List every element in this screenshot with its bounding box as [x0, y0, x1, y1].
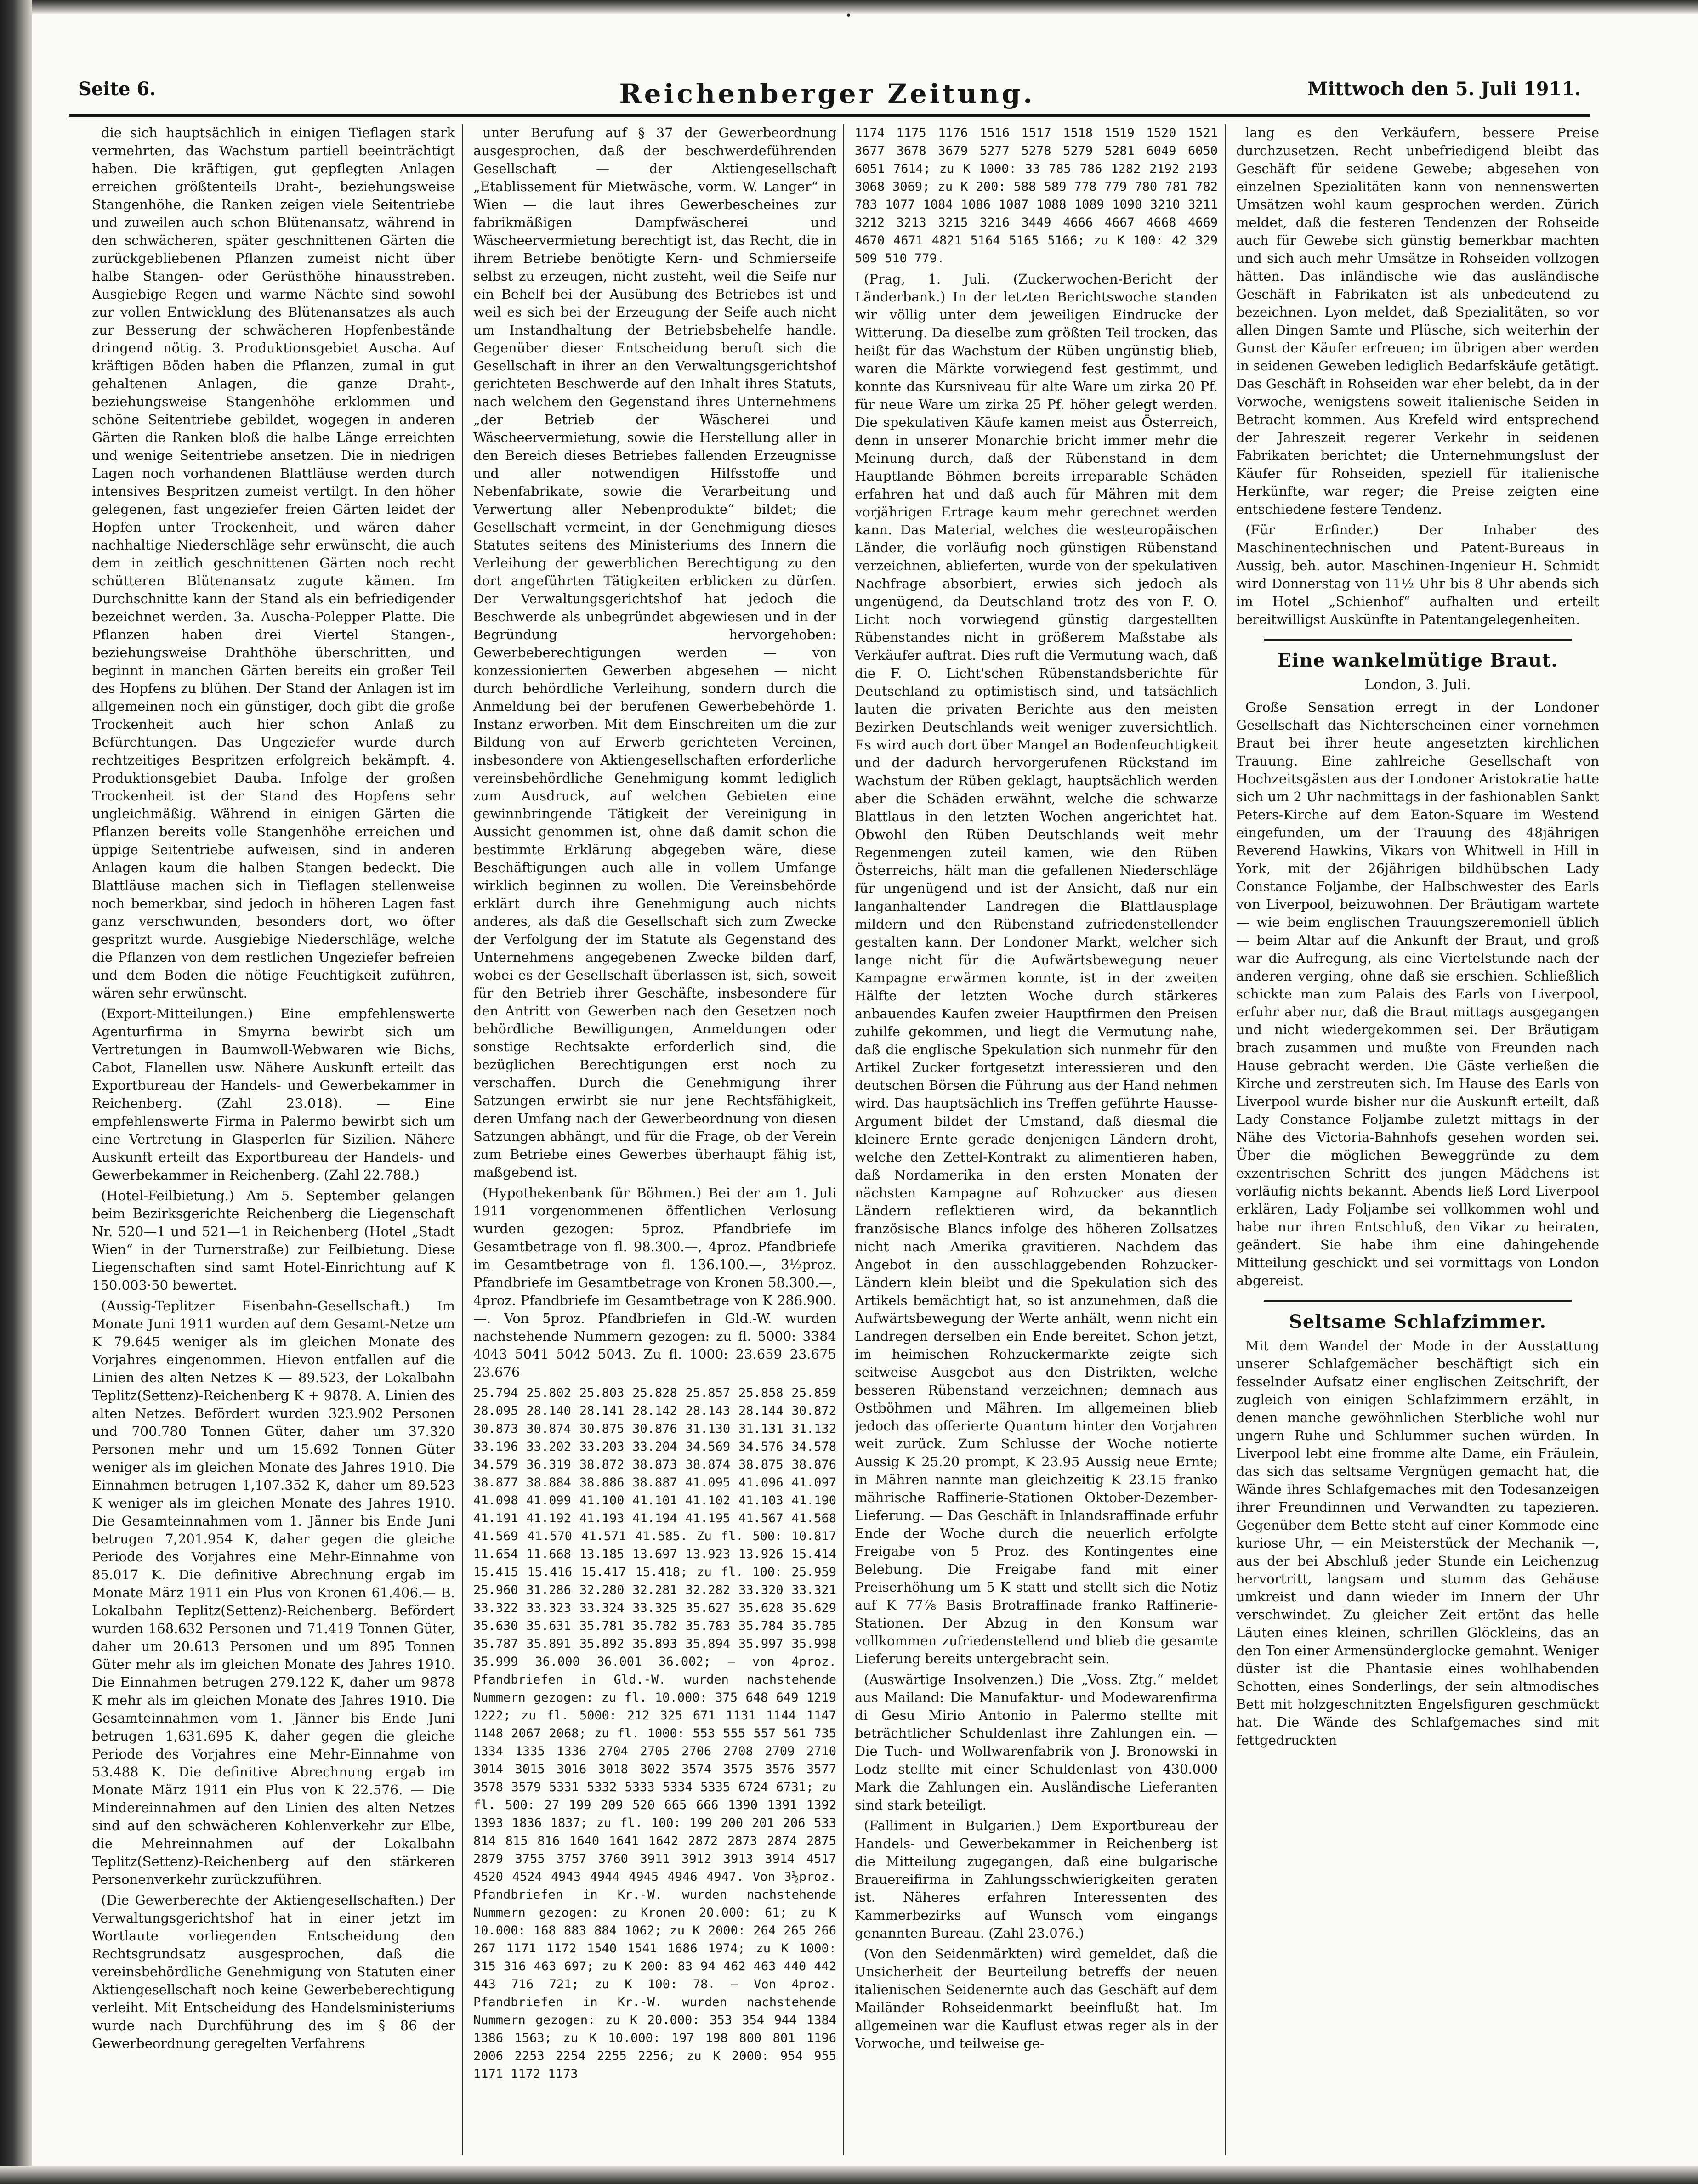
- drawn-numbers-list: 25.794 25.802 25.803 25.828 25.857 25.858 25.859 28.095 28.140 28.141 28.142 28.143 28.144 30.872 30.873 30.874 30.875 30.876 31.130 31.131 31.132 33.196 33.202 33.203 33.204 34.569 34.576 34.578 34.579 36.319 38.872 38.873 38.874 38.875 38.876 38.877 38.884 38.886 38.887 41.095 41.096 41.097 41.098 41.099 41.100 41.101 41.102 41.103 41.190 41.191 41.192 41.193 41.194 41.195 41.567 41.568 41.569 41.570 41.571 41.585. Zu fl. 500: 10.817 11.654 11.668 13.185 13.697 13.923 13.926 15.414 15.415 15.416 15.417 15.418; zu fl. 100: 25.959 25.960 31.286 32.280 32.281 32.282 33.320 33.321 33.322 33.323 33.324 33.325 35.627 35.628 35.629 35.630 35.631 35.781 35.782 35.783 35.784 35.785 35.787 35.891 35.892 35.893 35.894 35.997 35.998 35.999 36.000 36.001 36.002; — von 4proz. Pfandbriefen in Gld.-W. wurden nachstehende Nummern gezogen: zu fl. 10.000: 375 648 649 1219 1222; zu fl. 5000: 212 325 671 1131 1144 1147 1148 2067 2068; zu fl. 1000: 553 555 557 561 735 1334 1335 1336 2704 2705 2706 2708 2709 2710 3014 3015 3016 3018 3022 3574 3575 3576 3577 3578 3579 5331 5332 5333 5334 5335 6724 6731; zu fl. 500: 27 199 209 520 665 666 1390 1391 1392 1393 1836 1837; zu fl. 100: 199 200 201 206 533 814 815 816 1640 1641 1642 2872 2873 2874 2875 2879 3755 3757 3760 3911 3912 3913 3914 4517 4520 4524 4943 4944 4945 4946 4947. Von 3½proz. Pfandbriefen in Kr.-W. wurden nachstehende Nummern gezogen: zu Kronen 20.000: 61; zu K 10.000: 168 883 884 1062; zu K 2000: 264 265 266 267 1171 1172 1540 1541 1686 1974; zu K 1000: 315 316 463 697; zu K 200: 83 94 462 463 440 442 443 716 721; zu K 100: 78. — Von 4proz. Pfandbriefen in Kr.-W. wurden nachstehende Nummern gezogen: zu K 20.000: 353 354 944 1384 1386 1563; zu K 10.000: 197 198 800 801 1196 2006 2253 2254 2255 2256; zu K 2000: 954 955 1171 1172 1173: [473, 1386, 836, 2081]
- section-divider: [1264, 639, 1572, 641]
- section-divider: [1264, 1300, 1572, 1302]
- silk-market-report: (Von den Seidenmärkten) wird gemeldet, daß die Unsicherheit der Beurteilung betreffs der neuen italienischen Seidenernte auch das Geschäft auf dem Mailänder Rohseidenmarkt beeinflußt hat. Im allgemeinen war die Kauflust etwas reger als in der Vorwoche, und teilweise ge-: [855, 1946, 1218, 2051]
- article-heading-bedrooms: Seltsame Schlafzimmer.: [1289, 1311, 1547, 1333]
- railway-report: (Aussig-Teplitzer Eisenbahn-Gesellschaft.) Im Monate Juni 1911 wurden auf dem Gesamt-Netze um K 79.645 weniger als im gleichen Monate des Vorjahres eingenommen. Hievon entfallen auf die Linien des alten Netzes K — 89.523, der Lokalbahn Teplitz(Settenz)-Reichenberg K + 9878. A. Linien des alten Netzes. Befördert wurden 323.902 Personen und 700.780 Tonnen Güter, daher um 37.320 Personen mehr und um 15.692 Tonnen Güter weniger als im gleichen Monate des Jahres 1910. Die Einnahmen betrugen 1,107.352 K, daher um 89.523 K weniger als im gleichen Monate des Jahres 1910. Die Gesamteinnahmen vom 1. Jänner bis Ende Juni betrugen 7,201.954 K, daher gegen die gleiche Periode des Vorjahres eine Mehr-Einnahme von 85.017 K. Die definitive Abrechnung ergab im Monate März 1911 ein Plus von Kronen 61.406.— B. Lokalbahn Teplitz(Settenz)-Reichenberg. Befördert wurden 168.632 Personen und 71.419 Tonnen Güter, daher um 20.613 Personen und um 895 Tonnen Güter mehr als im gleichen Monate des Jahres 1910. Die Einnahmen betrugen 279.122 K, daher um 9878 K mehr als im gleichen Monate des Jahres 1910. Die Gesamteinnahmen vom 1. Jänner bis Ende Juni betrugen 1,631.695 K, daher gegen die gleiche Periode des Vorjahres eine Mehr-Einnahme von 53.488 K. Die definitive Abrechnung ergab im Monate März 1911 ein Plus von K 22.576. — Die Mindereinnahmen auf den Linien des alten Netzes sind auf den schwächeren Kohlenverkehr zur Elbe, die Mehreinnahmen auf der Lokalbahn Teplitz(Settenz)-Reichenberg auf den stärkeren Personenverkehr zurückzuführen.: [92, 1298, 455, 1887]
- export-notice: (Export-Mitteilungen.) Eine empfehlenswerte Agenturfirma in Smyrna bewirbt sich um Vertretungen in Baumwoll-Webwaren wie Bichs, Cabot, Flanellen usw. Nähere Auskunft erteilt das Exportbureau der Handels- und Gewerbekammer in Reichenberg. (Zahl 23.018). — Eine empfehlenswerte Firma in Palermo bewirbt sich um eine Vertretung in Glasperlen für Sizilien. Nähere Auskunft erteilt das Exportbureau der Handels- und Gewerbekammer in Reichenberg. (Zahl 22.788.): [92, 1006, 455, 1183]
- issue-date: Mittwoch den 5. Juli 1911.: [1307, 78, 1581, 100]
- article-heading-bride: Eine wankelmütige Braut.: [1277, 650, 1558, 671]
- drawn-numbers-continued: 1174 1175 1176 1516 1517 1518 1519 1520 1521 3677 3678 3679 5277 5278 5279 5281 6049 6050 6051 7614; zu K 1000: 33 785 786 1282 2192 2193 3068 3069; zu K 200: 588 589 778 779 780 781 782 783 1077 1084 1086 1087 1088 1089 1090 3210 3211 3212 3213 3215 3216 3449 4666 4667 4668 4669 4670 4671 4821 5164 5165 5166; zu K 100: 42 329 509 510 779.: [855, 126, 1218, 266]
- article-dateline: London, 3. Juli.: [1364, 677, 1471, 693]
- silk-market-continued: lang es den Verkäufern, bessere Preise durchzusetzen. Recht unbefriedigend bleibt das Geschäft für seidene Gewebe; abgesehen von einzelnen Spezialitäten kann von nennenswerten Umsätzen wohl kaum gesprochen werden. Zürich meldet, daß die festeren Tendenzen der Rohseide auch für Gewebe sich günstig bemerkbar machten und sich auch mehr Umsätze in Rohseiden vollzogen hätten. Das inländische wie das ausländische Geschäft in Fabrikaten ist als unbedeutend zu bezeichnen. Lyon meldet, daß Spezialitäten, so vor allen Dingen Samte und Plüsche, sich weiterhin der Gunst der Käufer erfreuen; im übrigen aber werden in seidenen Geweben lediglich Bedarfskäufe getätigt. Das Geschäft in Rohseiden war eher belebt, da in der Vorwoche, wenigstens soweit italienische Seiden in Betracht kommen. Aus Krefeld wird entsprechend der Jahreszeit regerer Verkehr in seidenen Fabrikaten berichtet; die Unternehmungslust der Käufer für Rohseiden, speziell für italienische Herkünfte, war reger; die Preise zeigten eine entschiedene festere Tendenz.: [1236, 125, 1599, 517]
- header-rule: [69, 114, 1590, 117]
- column-3: [855, 124, 1218, 2155]
- page-number: Seite 6.: [78, 78, 156, 100]
- column-4: [1236, 124, 1599, 2155]
- scan-edge-bottom: [0, 2166, 1698, 2184]
- top-mark: •: [846, 10, 852, 22]
- insolvency-notice: (Auswärtige Insolvenzen.) Die „Voss. Ztg.“ meldet aus Mailand: Die Manufaktur- und Modewarenfirma di Gesu Mirio Antonio in Palermo stellte mit beträchtlicher Schuldenlast ihre Zahlungen ein. — Die Tuch- und Wollwarenfabrik von J. Bronowski in Lodz stellte mit einer Schuldenlast von 430.000 Mark die Zahlungen ein. Ausländische Lieferanten sind stark beteiligt.: [855, 1672, 1218, 1813]
- column-divider: [1225, 124, 1226, 2155]
- column-divider: [843, 124, 844, 2155]
- trade-rights-continued: unter Berufung auf § 37 der Gewerbeordnung ausgesprochen, daß der beschwerdeführenden Gesellschaft — der Aktiengesellschaft „Etablissement für Mietwäsche, vorm. W. Langer“ in Wien — die laut ihres Gewerbescheines zur fabrikmäßigen Dampfwäscherei und Wäscheervermietung berechtigt ist, das Recht, die in ihrem Betriebe benötigte Kern- und Schmierseife selbst zu erzeugen, nicht zusteht, weil die Seife nur ein Behelf bei der Ausübung des Betriebes ist und weil es sich bei der Erzeugung der Seife auch nicht um Instandhaltung der Betriebsbehelfe handle. Gegenüber dieser Entscheidung beruft sich die Gesellschaft in ihrer an den Verwaltungsgerichtshof gerichteten Beschwerde auf den Inhalt ihres Statuts, nach welchem den Gegenstand ihres Unternehmens „der Betrieb der Wäscherei und Wäscheervermietung, sowie die Herstellung aller in den Bereich dieses Betriebes fallenden Erzeugnisse und aller notwendigen Hilfsstoffe und Nebenfabrikate, sowie die Verarbeitung und Verwertung aller Nebenprodukte“ bildet; die Gesellschaft vermeint, in der Genehmigung dieses Statutes seitens des Ministeriums des Innern die Verleihung der gewerblichen Berechtigung zu den dort angeführten Tätigkeiten erblicken zu dürfen. Der Verwaltungsgerichtshof hat jedoch die Beschwerde als unbegründet abgewiesen und in der Begründung hervorgehoben: Gewerbeberechtigungen werden — von konzessionierten Gewerben abgesehen — nicht durch behördliche Verleihung, sondern durch die Anmeldung bei der berufenen Gewerbebehörde 1. Instanz erworben. Mit dem Einschreiten um die zur Bildung von auf Erwerb gerichteten Vereinen, insbesondere von Aktiengesellschaften erforderliche vereinsbehördliche Genehmigung kommt lediglich zum Ausdruck, auf welchen Gebieten eine gewinnbringende Tätigkeit der Vereinigung in Aussicht genommen ist, ohne daß damit schon die bestimmte Erklärung abgegeben wäre, diese Beschäftigungen auch alle in vollem Umfange wirklich beginnen zu wollen. Die Vereinsbehörde erklärt durch ihre Genehmigung auch nichts anderes, als daß die Gesellschaft sich zum Zwecke der Verfolgung der im Statute als Gegenstand des Unternehmens angegebenen Zwecke bilden darf, wobei es der Gesellschaft überlassen ist, sich, soweit für den Betrieb ihrer Geschäfte, insbesondere für den Antritt von Gewerben nach den Gesetzen noch behördliche Bewilligungen, Anmeldungen oder sonstige Rechtsakte erforderlich sind, die bezüglichen Berechtigungen erst noch zu verschaffen. Durch die Genehmigung ihrer Satzungen erwirbt sie nur jene Rechtsfähigkeit, deren Umfang nach der Gewerbeordnung von diesen Satzungen abhängt, und für die Frage, ob der Verein zum Betriebe eines Gewerbes überhaupt fähig ist, maßgebend ist.: [473, 125, 836, 1180]
- hop-report-paragraph: die sich hauptsächlich in einigen Tieflagen stark vermehrten, das Wachstum partiell beeinträchtigt haben. Die kräftigen, gut gepflegten Anlagen erreichen größtenteils Draht-, beziehungsweise Stangenhöhe, die Ranken zeigen viele Seitentriebe und zuweilen auch schon Blütenansatz, während in den schwächeren, später geschnittenen Gärten die zurückgebliebenen Pflanzen zumeist nicht über halbe Stangen- oder Gerüsthöhe hinausstreben. Ausgiebige Regen und warme Nächte sind sowohl zur vollen Entwicklung des Blütenansatzes als auch zur Besserung der schwächeren Hopfenbestände dringend nötig. 3. Produktionsgebiet Auscha. Auf kräftigen Böden haben die Pflanzen, zumal in gut gehaltenen Anlagen, die ganze Draht-, beziehungsweise Stangenhöhe erklommen und schöne Seitentriebe gebildet, wogegen in anderen Gärten die Ranken bloß die halbe Länge erreichten und wenige Seitentriebe ansetzen. Die in niedrigen Lagen noch vorhandenen Blattläuse werden durch intensives Bespritzen zumeist vertilgt. In den höher gelegenen, fast ungeziefer freien Gärten leidet der Hopfen unter Trockenheit, und wären daher nachhaltige Niederschläge sehr erwünscht, die auch dem in zeitlich geschnittenen Gärten noch recht schütteren Blütenansatz zugute kämen. Im Durchschnitte kann der Stand als ein befriedigender bezeichnet werden. 3a. Auscha-Polepper Platte. Die Pflanzen haben drei Viertel Stangen-, beziehungsweise Drahthöhe überschritten, und beginnt in manchen Gärten bereits ein großer Teil des Hopfens zu blühen. Der Stand der Anlagen ist im allgemeinen noch ein günstiger, doch gibt die große Trockenheit auch hier schon Anlaß zu Befürchtungen. Das Ungeziefer wurde durch rechtzeitiges Bespritzen erfolgreich bekämpft. 4. Produktionsgebiet Dauba. Infolge der großen Trockenheit ist der Stand des Hopfens sehr ungleichmäßig. Während in einigen Gärten die Pflanzen bereits volle Stangenhöhe erreichen und üppige Seitentriebe aufweisen, sind in anderen Anlagen kaum die halben Stangen bedeckt. Die Blattläuse machen sich in Tieflagen stellenweise noch bemerkbar, sind jedoch in höheren Lagen fast ganz verschwunden, besonders dort, wo öfter gespritzt wurde. Ausgiebige Niederschläge, welche die Pflanzen von dem restlichen Ungeziefer befreien und dem Boden die nötige Feuchtigkeit zuführen, wären sehr erwünscht.: [92, 125, 455, 1001]
- column-2: [473, 124, 836, 2155]
- masthead-title: Reichenberger Zeitung.: [619, 78, 1035, 109]
- column-1: [92, 124, 455, 2155]
- trade-rights-article: (Die Gewerberechte der Aktiengesellschaften.) Der Verwaltungsgerichtshof hat in einer jetzt im Wortlaute vorliegenden Entscheidung den Rechtsgrundsatz ausgesprochen, daß die vereinsbehördliche Genehmigung von Statuten einer Aktiengesellschaft noch keine Gewerbeberechtigung verleiht. Mit Entscheidung des Handelsministeriums wurde nach Durchführung des im § 86 der Gewerbeordnung geregelten Verfahrens: [92, 1892, 455, 2051]
- column-divider: [462, 124, 463, 2155]
- page-header: [69, 74, 1590, 117]
- sugar-market-report: (Prag, 1. Juli. (Zuckerwochen-Bericht der Länderbank.) In der letzten Berichtswoche standen wir völlig unter dem jeweiligen Eindrucke der Witterung. Da dieselbe zum größten Teil trocken, das heißt für das Wachstum der Rüben ungünstig blieb, waren die Märkte vorwiegend fest gestimmt, und konnte das Kursniveau für alte Ware um zirka 20 Pf. für neue Ware um zirka 25 Pf. höher gelegt werden. Die spekulativen Käufe kamen meist aus Österreich, denn in unserer Monarchie bricht immer mehr die Meinung durch, daß der Rübenstand in dem Hauptlande Böhmen bereits irreparable Schäden erfahren hat und daß auch für Mähren mit dem vorjährigen Ertrage kaum mehr gerechnet werden kann. Das Material, welches die westeuropäischen Länder, die vorläufig noch günstigen Rübenstand verzeichnen, ablieferten, wurde von der spekulativen Nachfrage absorbiert, erwies sich jedoch als ungenügend, da Deutschland trotz des von F. O. Licht noch vorwiegend günstig dargestellten Rübenstandes nicht in größerem Maßstabe als Verkäufer auftrat. Dies ruft die Vermutung wach, daß die F. O. Licht'schen Rübenstandsberichte für Deutschland zu optimistisch sind, und tatsächlich lauten die privaten Berichte aus den meisten Bezirken Deutschlands weit weniger zuversichtlich. Es wird auch dort über Mangel an Bodenfeuchtigkeit und der dadurch hervorgerufenen Rückstand im Wachstum der Rüben geklagt, hauptsächlich werden aber die Schäden erwähnt, welche die schwarze Blattlaus in den letzten Wochen angerichtet hat. Obwohl den Rüben Deutschlands weit mehr Regenmengen zuteil kamen, wie den Rüben Österreichs, hält man die gefallenen Niederschläge für ungenügend und ist der Ansicht, daß nur ein langanhaltender Landregen die Blattlausplage mildern und den Rübenstand zufriedenstellender gestalten kann. Der Londoner Markt, welcher sich lange nicht für die Aufwärtsbewegung neuer Kampagne erwärmen konnte, ist in der zweiten Hälfte der letzten Woche durch stärkeres anbauendes Kaufen zweier Hauptfirmen den Preisen zuhilfe gekommen, und liegt die Vermutung nahe, daß die englische Spekulation sich nunmehr für den Artikel Zucker fortgesetzt interessieren und den deutschen Börsen die Führung aus der Hand nehmen wird. Das hauptsächlich ins Treffen geführte Hausse-Argument bildet der Umstand, daß diesmal die kleinere Ernte gerade denjenigen Ländern droht, welche den Zettel-Kontrakt zu alimentieren haben, daß Nordamerika in den ersten Monaten der nächsten Kampagne auf Rohzucker aus diesen Ländern reflektieren wird, da bekanntlich französische Blancs infolge des höheren Zollsatzes nicht nach Amerika gravitieren. Nachdem das Angebot in den ausschlaggebenden Rohzucker-Ländern klein bleibt und die Spekulation sich des Artikels bemächtigt hat, so ist anzunehmen, daß die Aufwärtsbewegung der Werte anhält, wenn nicht ein Landregen derselben ein Ende bereitet. Schon jetzt, im heimischen Rohzuckermarkte zeigte sich seitweise Ausgebot aus den Distrikten, welche besseren Rübenstand verzeichnen; demnach aus Ostböhmen und Mähren. Im allgemeinen blieb jedoch das offerierte Quantum hinter den Vorjahren weit zurück. Zum Schlusse der Woche notierte Aussig K 25.20 prompt, K 23.95 Aussig neue Ernte; in Mähren nannte man gleichzeitig K 23.15 franko mährische Raffinerie-Stationen Oktober-Dezember-Lieferung. — Das Geschäft in Inlandsraffinade erfuhr Ende der Woche durch die neuerlich erfolgte Freigabe von 5 Proz. des Kontingentes eine Belebung. Die Freigabe fand mit einer Preiserhöhung um 5 K statt und stellt sich die Notiz auf K 77⅞ Basis Brotraffinade franko Raffinerie-Stationen. Der Abzug in den Konsum war vollkommen zufriedenstellend und blieb die gesamte Lieferung bereits untergebracht sein.: [855, 271, 1218, 1667]
- hotel-auction-notice: (Hotel-Feilbietung.) Am 5. September gelangen beim Bezirksgerichte Reichenberg die Liegenschaft Nr. 520—1 und 521—1 in Reichenberg (Hotel „Stadt Wien“ in der Turnerstraße) zur Feilbietung. Diese Liegenschaften sind samt Hotel-Einrichtung auf K 150.003·50 bewertet.: [92, 1188, 455, 1293]
- mortgage-bank-draw: (Hypothekenbank für Böhmen.) Bei der am 1. Juli 1911 vorgenommenen öffentlichen Verlosung wurden gezogen: 5proz. Pfandbriefe im Gesamtbetrage von fl. 98.300.—, 4proz. Pfandbriefe im Gesamtbetrage von fl. 136.100.—, 3½proz. Pfandbriefe im Gesamtbetrage von Kronen 58.300.—, 4proz. Pfandbriefe im Gesamtbetrage von K 286.900.—. Von 5proz. Pfandbriefen in Gld.-W. wurden nachstehende Nummern gezogen: zu fl. 5000: 3384 4043 5041 5042 5043. Zu fl. 1000: 23.659 23.675 23.676: [473, 1185, 836, 1380]
- article-body-bedrooms: Mit dem Wandel der Mode in der Ausstattung unserer Schlafgemächer beschäftigt sich ein fesselnder Aufsatz einer englischen Zeitschrift, der zugleich von einigen Schlafzimmern erzählt, in denen manche gewöhnlichen Sterbliche wohl nur ungern Ruhe und Schlummer suchen würden. In Liverpool lebt eine fromme alte Dame, ein Fräulein, das sich das seltsame Vergnügen gemacht hat, die Wände ihres Schlafgemaches mit den Todesanzeigen ihrer Freundinnen und Verwandten zu tapezieren. Gegenüber dem Bette steht auf einer Kommode eine kuriose Uhr, — ein Meisterstück der Mechanik —, aus der bei Abschluß jeder Stunde ein Leichenzug hervortritt, langsam und stumm das Gehäuse umkreist und dann wieder im Innern der Uhr verschwindet. Zu gleicher Zeit ertönt das helle Läuten eines kleinen, schrillen Glöckleins, das an den Ton einer Armensünderglocke gemahnt. Weniger düster ist die Phantasie eines wohlhabenden Schotten, eines Sonderlings, der sein altmodisches Bett mit holzgeschnitzten Engelsfiguren geschmückt hat. Die Wände des Schlafgemaches sind mit fettgedruckten: [1236, 1338, 1599, 1748]
- bulgaria-bankruptcy-notice: (Falliment in Bulgarien.) Dem Exportbureau der Handels- und Gewerbekammer in Reichenberg ist die Mitteilung zugegangen, daß eine bulgarische Brauereifirma in Zahlungsschwierigkeiten geraten ist. Näheres erfahren Interessenten des Kammerbezirks auf Wunsch vom eingangs genannten Bureau. (Zahl 23.076.): [855, 1818, 1218, 1941]
- article-body-bride: Große Sensation erregt in der Londoner Gesellschaft das Nichterscheinen einer vornehmen Braut bei ihrer heute angesetzten kirchlichen Trauung. Eine zahlreiche Gesellschaft von Hochzeitsgästen aus der Londoner Aristokratie hatte sich um 2 Uhr nachmittags in der fashionablen Sankt Peters-Kirche auf dem Eaton-Square im Westend eingefunden, um der Trauung des 48jährigen Reverend Hawkins, Vikars von Whitwell in Hill in York, mit der 26jährigen bildhübschen Lady Constance Foljambe, der Halbschwester des Earls von Liverpool, beizuwohnen. Der Bräutigam wartete — wie beim englischen Trauungszeremoniell üblich — beim Altar auf die Ankunft der Braut, und groß war die Aufregung, als eine Viertelstunde nach der anderen verging, ohne daß sie erschien. Schließlich schickte man zum Palais des Earls von Liverpool, erfuhr aber nur, daß die Braut mittags ausgegangen und nicht wiedergekommen sei. Der Bräutigam brach zusammen und mußte von Freunden nach Hause gebracht werden. Die Gäste verließen die Kirche und zerstreuten sich. Im Hause des Earls von Liverpool wurde bisher nur die Auskunft erteilt, daß Lady Constance Foljambe zuletzt mittags in der Nähe des Victoria-Bahnhofs gesehen worden sei. Über die möglichen Beweggründe zu dem exzentrischen Schritt des jungen Mädchens ist vorläufig nichts bekannt. Abends ließ Lord Liverpool erklären, Lady Foljambe sei vollkommen wohl und habe nur ihren Entschluß, den Vikar zu heiraten, geändert. Sie habe ihm eine dahingehende Mitteilung geschickt und sei vormittags von London abgereist.: [1236, 699, 1599, 1288]
- scan-edge-left: [0, 0, 32, 2184]
- inventor-notice: (Für Erfinder.) Der Inhaber des Maschinentechnischen und Patent-Bureaus in Aussig, beh. autor. Maschinen-Ingenieur H. Schmidt wird Donnerstag von 11½ Uhr bis 8 Uhr abends sich im Hotel „Schienhof“ aufhalten und erteilt bereitwilligst Auskünfte in Patentangelegenheiten.: [1236, 522, 1599, 627]
